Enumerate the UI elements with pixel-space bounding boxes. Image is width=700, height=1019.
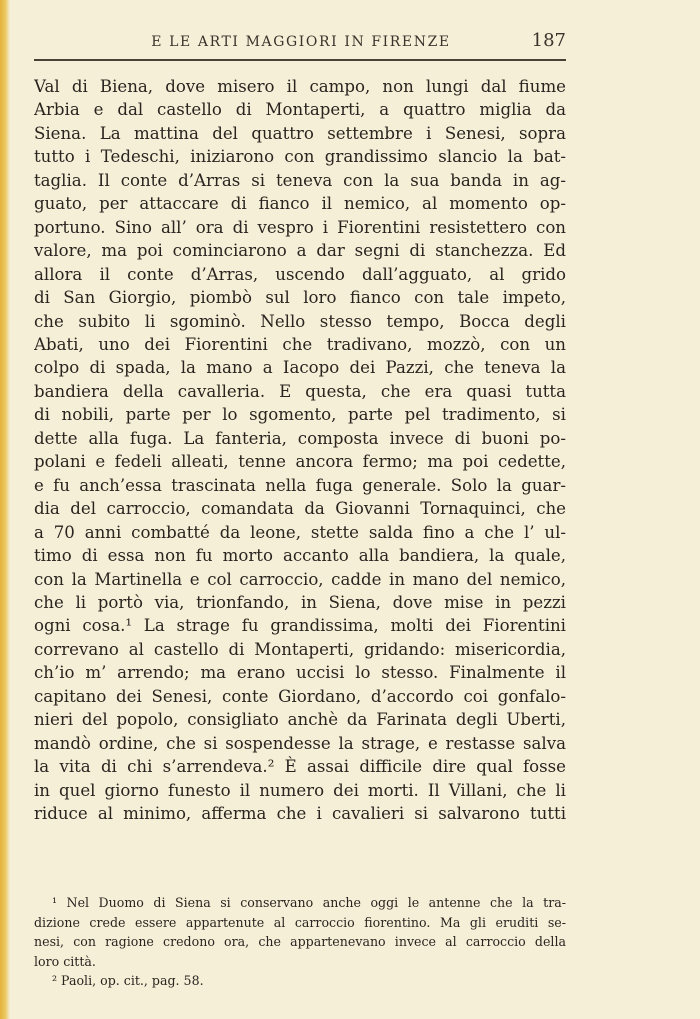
body-line: dette alla fuga. La fanteria, composta invece di buoni po- <box>34 428 566 448</box>
body-line: Arbia e dal castello di Montaperti, a quattro miglia da <box>34 100 566 120</box>
body-line: tutto i Tedeschi, iniziarono con grandissimo slancio la bat- <box>34 147 566 167</box>
body-line: Val di Biena, dove misero il campo, non lungi dal fiume <box>34 77 566 96</box>
body-line: valore, ma poi cominciarono a dar segni di stanchezza. Ed <box>34 241 566 261</box>
body-line: che li portò via, trionfando, in Siena, dove mise in pezzi <box>34 592 566 612</box>
page-edge <box>0 0 10 1019</box>
page-number: 187 <box>531 30 566 51</box>
footnotes <box>34 893 566 991</box>
body-line: di nobili, parte per lo sgomento, parte pel tradimento, si <box>34 405 566 425</box>
body-line: polani e fedeli alleati, tenne ancora fermo; ma poi cedette, <box>34 452 566 472</box>
body-line: Siena. La mattina del quattro settembre i Senesi, sopra <box>34 123 566 143</box>
footnote-1-line: loro città. <box>34 953 96 969</box>
footnote-1-line: dizione crede essere appartenute al carroccio fiorentino. Ma gli eruditi se- <box>34 914 566 930</box>
body-line: taglia. Il conte d’Arras si teneva con la sua banda in ag- <box>34 170 566 190</box>
body-line: in quel giorno funesto il numero dei morti. Il Villani, che li <box>34 780 566 800</box>
body-line: con la Martinella e col carroccio, cadde in mano del nemico, <box>34 569 566 589</box>
body-line: e fu anch’essa trascinata nella fuga generale. Solo la guar- <box>34 475 566 495</box>
body-line: bandiera della cavalleria. E questa, che era quasi tutta <box>34 381 566 401</box>
body-line: dia del carroccio, comandata da Giovanni Tornaquinci, che <box>34 499 566 519</box>
body-line: nieri del popolo, consigliato anchè da Farinata degli Uberti, <box>34 710 566 730</box>
header-rule <box>34 59 566 61</box>
body-line: capitano dei Senesi, conte Giordano, d’accordo coi gonfalo- <box>34 686 566 706</box>
body-line: portuno. Sino all’ ora di vespro i Fiorentini resistettero con <box>34 217 566 237</box>
running-title: E LE ARTI MAGGIORI IN FIRENZE <box>151 34 451 50</box>
body-line: ch’io m’ arrendo; ma erano uccisi lo stesso. Finalmente il <box>34 663 566 683</box>
body-line: correvano al castello di Montaperti, gridando: misericordia, <box>34 639 566 659</box>
footnote-1-line: ¹ Nel Duomo di Siena si conservano anche oggi le antenne che la tra- <box>52 895 566 910</box>
body-text <box>34 75 566 826</box>
body-line: riduce al minimo, afferma che i cavalieri si salvarono tutti <box>34 804 566 824</box>
body-line: a 70 anni combatté da leone, stette salda fino a che l’ ul- <box>34 522 566 542</box>
body-line: timo di essa non fu morto accanto alla bandiera, la quale, <box>34 546 566 566</box>
body-line: mandò ordine, che si sospendesse la strage, e restasse salva <box>34 733 566 753</box>
body-line: la vita di chi s’arrendeva.² È assai difficile dire qual fosse <box>34 757 566 777</box>
footnote-1-line: nesi, con ragione credono ora, che appartenevano invece al carroccio della <box>34 934 566 949</box>
body-line: colpo di spada, la mano a Iacopo dei Pazzi, che teneva la <box>34 358 566 378</box>
body-line: che subito li sgominò. Nello stesso tempo, Bocca degli <box>34 311 566 331</box>
body-line: allora il conte d’Arras, uscendo dall’agguato, al grido <box>34 264 566 284</box>
body-line: Abati, uno dei Fiorentini che tradivano, mozzò, con un <box>34 334 566 354</box>
body-line: guato, per attaccare di fianco il nemico, al momento op- <box>34 194 566 214</box>
running-header <box>34 34 568 50</box>
footnote-2: ² Paoli, op. cit., pag. 58. <box>52 973 204 988</box>
body-line: di San Giorgio, piombò sul loro fianco con tale impeto, <box>34 288 566 308</box>
body-line: ogni cosa.¹ La strage fu grandissima, molti dei Fiorentini <box>34 616 566 636</box>
